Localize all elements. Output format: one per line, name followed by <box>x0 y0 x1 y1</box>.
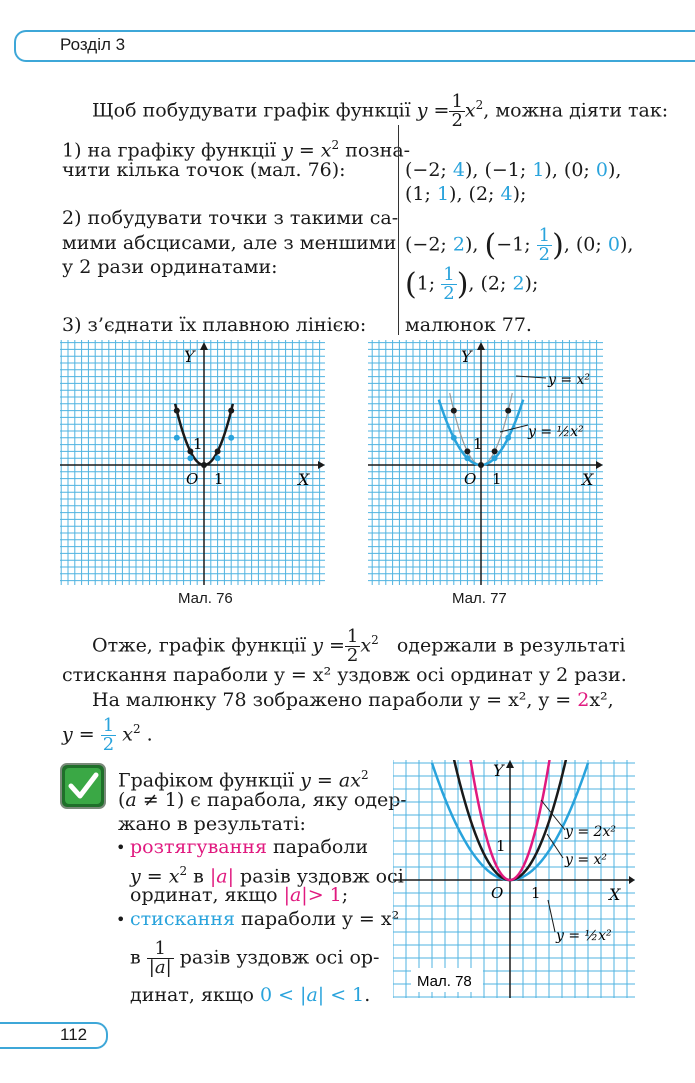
fig76-x-label: X <box>298 470 310 489</box>
rule-b2-line1: стискання параболи y = x² <box>130 908 400 930</box>
fig78-origin: O <box>491 884 504 902</box>
fig78-x-label: X <box>609 885 621 904</box>
page-number-box <box>0 1022 108 1049</box>
rule-b1-line3: ординат, якщо |a|> 1; <box>130 884 349 906</box>
fig78-caption: Мал. 78 <box>417 973 472 990</box>
plot-point <box>492 455 498 461</box>
plot-point <box>187 455 193 461</box>
fig77-label-x2: y = x² <box>548 372 591 388</box>
rule-b2-line2: в $\frac{1}{|a|}$ разів уздовж осі ор- <box>130 938 380 978</box>
step2-line2: мими абсцисами, але з меншими <box>62 232 397 254</box>
plot-point <box>215 455 221 461</box>
fig76-caption: Мал. 76 <box>178 590 233 607</box>
rule-b2-line3: динат, якщо 0 < |a| < 1. <box>130 984 371 1006</box>
fig76-x-one: 1 <box>214 470 224 488</box>
plot-point <box>174 435 180 441</box>
plot-point <box>228 435 234 441</box>
checkmark-icon <box>60 763 106 809</box>
plot-point <box>478 462 484 468</box>
intro-line: Щоб побудувати графік функції y = $\frac{1}{2}$ $x^2$, можна діяти так: <box>92 91 669 131</box>
step1-line1: 1) на графіку функції $y = x^2$ позна- <box>62 138 411 162</box>
plot-point <box>201 462 207 468</box>
step2-line3: у 2 рази ординатами: <box>62 256 278 278</box>
fig78-label-x2: y = x² <box>565 852 608 868</box>
step3-line1: 3) з’єднати їх плавною лінією: <box>62 314 367 336</box>
page-number: 112 <box>60 1025 88 1044</box>
fig77-x-label: X <box>582 470 594 489</box>
bullet-2: • <box>116 910 126 929</box>
points-line4: (1; $\frac{1}{2}$ ), (2; 2); <box>405 264 539 304</box>
rule-line1: Графіком функції $y = ax^2$ <box>118 768 369 792</box>
plot-point <box>228 408 234 414</box>
plot-point <box>174 408 180 414</box>
plot-point <box>451 435 457 441</box>
fig78-label-half: y = ½x² <box>556 928 612 944</box>
plot-point <box>451 408 457 414</box>
points-line3: (−2; 2), (−1; $\frac{1}{2}$ ), (0; 0), <box>405 225 634 265</box>
conclusion-line4: y = $\frac{1}{2}$ $x^2$ . <box>62 715 153 755</box>
fig76-y-label: Y <box>184 347 195 366</box>
rule-line3: жано в результаті: <box>118 813 306 835</box>
figure-77 <box>368 340 603 585</box>
conclusion-line2: стискання параболи y = x² уздовж осі ординат у 2 рази. <box>62 664 627 686</box>
rule-b1-line1: розтягування параболи <box>130 836 369 858</box>
plot-point <box>464 448 470 454</box>
fig76-y-one: 1 <box>193 435 203 453</box>
fig77-y-label: Y <box>461 347 472 366</box>
figure-76 <box>60 340 325 585</box>
fig76-origin: O <box>186 470 199 488</box>
points-line1: (−2; 4), (−1; 1), (0; 0), <box>405 159 622 181</box>
plot-point <box>215 448 221 454</box>
conclusion-line3: На малюнку 78 зображено параболи y = x², y = 2x², <box>92 689 614 711</box>
fig78-y-label: Y <box>493 761 504 780</box>
plot-point <box>464 455 470 461</box>
rule-line2: (a ≠ 1) є парабола, яку одер- <box>118 789 407 811</box>
figure-78 <box>393 760 635 998</box>
column-divider <box>398 125 399 335</box>
plot-point <box>505 435 511 441</box>
fig77-label-half: y = ½x² <box>528 424 584 440</box>
conclusion-line1: Отже, графік функції y = $\frac{1}{2}$ $x^2$ одержали в результаті <box>92 626 626 666</box>
points-line5: малюнок 77. <box>405 314 532 336</box>
step1-line2: чити кілька точок (мал. 76): <box>62 159 346 181</box>
fig77-y-one: 1 <box>473 435 483 453</box>
plot-point <box>505 408 511 414</box>
bullet-1: • <box>116 838 126 857</box>
section-title: Розділ 3 <box>60 35 126 54</box>
fig78-y-one: 1 <box>496 837 506 855</box>
fig77-origin: O <box>464 470 477 488</box>
fig78-label-2x2: y = 2x² <box>565 824 616 840</box>
points-line2: (1; 1), (2; 4); <box>405 183 527 205</box>
plot-point <box>492 448 498 454</box>
fig77-x-one: 1 <box>492 470 502 488</box>
fig77-caption: Мал. 77 <box>452 590 507 607</box>
fig78-x-one: 1 <box>531 884 541 902</box>
step2-line1: 2) побудувати точки з такими са- <box>62 207 399 229</box>
rule-b1-line2: $y = x^2$ в |a| разів уздовж осі <box>130 864 404 888</box>
